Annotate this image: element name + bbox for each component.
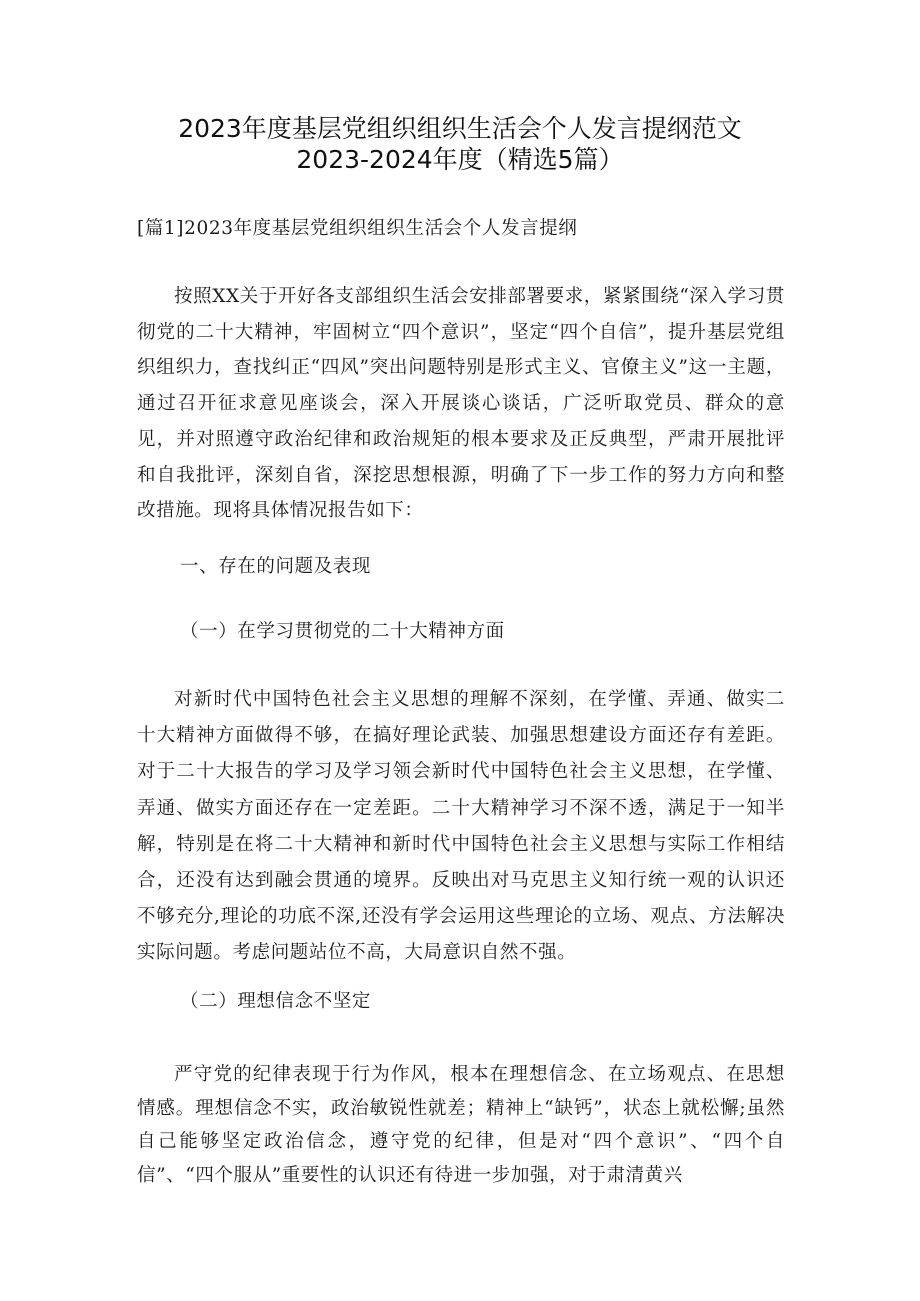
subheading-ideals: （二）理想信念不坚定 — [180, 991, 372, 1012]
heading-problems: 一、存在的问题及表现 — [180, 556, 372, 577]
body-paragraph-ideals: 严守党的纪律表现于行为作风，根本在理想信念、在立场观点、在思想情感。理想信念不实，政治敏锐性就差；精神上“缺钙”，状态上就松懈;虽然自己能够坚定政治信念，遵守党的纪律，但是对“四个意识”、“四个自信”、“四个服从”重要性的认识还有待进一步加强，对于肃清黄兴 — [137, 1064, 785, 1186]
section-label: [篇1]2023年度基层党组织组织生活会个人发言提纲 — [137, 218, 578, 239]
intro-paragraph: 按照XX关于开好各支部组织生活会安排部署要求，紧紧围绕“深入学习贯彻党的二十大精神，牢固树立“四个意识”，坚定“四个自信”，提升基层党组织组织力，查找纠正“四风”突出问题特别是形式主义、官僚主义”这一主题，通过召开征求意见座谈会，深入开展谈心谈话，广泛听取党员、群众的意见，并对照遵守政治纪律和政治规矩的根本要求及正反典型，严肃开展批评和自我批评，深刻自省，深挖思想根源，明确了下一步工作的努力方向和整改措施。现将具体情况报告如下： — [137, 286, 785, 522]
body-paragraph-study: 对新时代中国特色社会主义思想的理解不深刻，在学懂、弄通、做实二十大精神方面做得不够，在搞好理论武装、加强思想建设方面还存有差距。对于二十大报告的学习及学习领会新时代中国特色社会主义思想，在学懂、弄通、做实方面还存在一定差距。二十大精神学习不深不透，满足于一知半解，特别是在将二十大精神和新时代中国特色社会主义思想与实际工作相结合，还没有达到融会贯通的境界。反映出对马克思主义知行统一观的认识还不够充分,理论的功底不深,还没有学会运用这些理论的立场、观点、方法解决实际问题。考虑问题站位不高，大局意识自然不强。 — [137, 689, 785, 964]
document-title-line-2: 2023-2024年度（精选5篇） — [296, 145, 624, 174]
subheading-study: （一）在学习贯彻党的二十大精神方面 — [180, 621, 505, 642]
document-title-line-1: 2023年度基层党组织组织生活会个人发言提纲范文 — [178, 114, 742, 143]
